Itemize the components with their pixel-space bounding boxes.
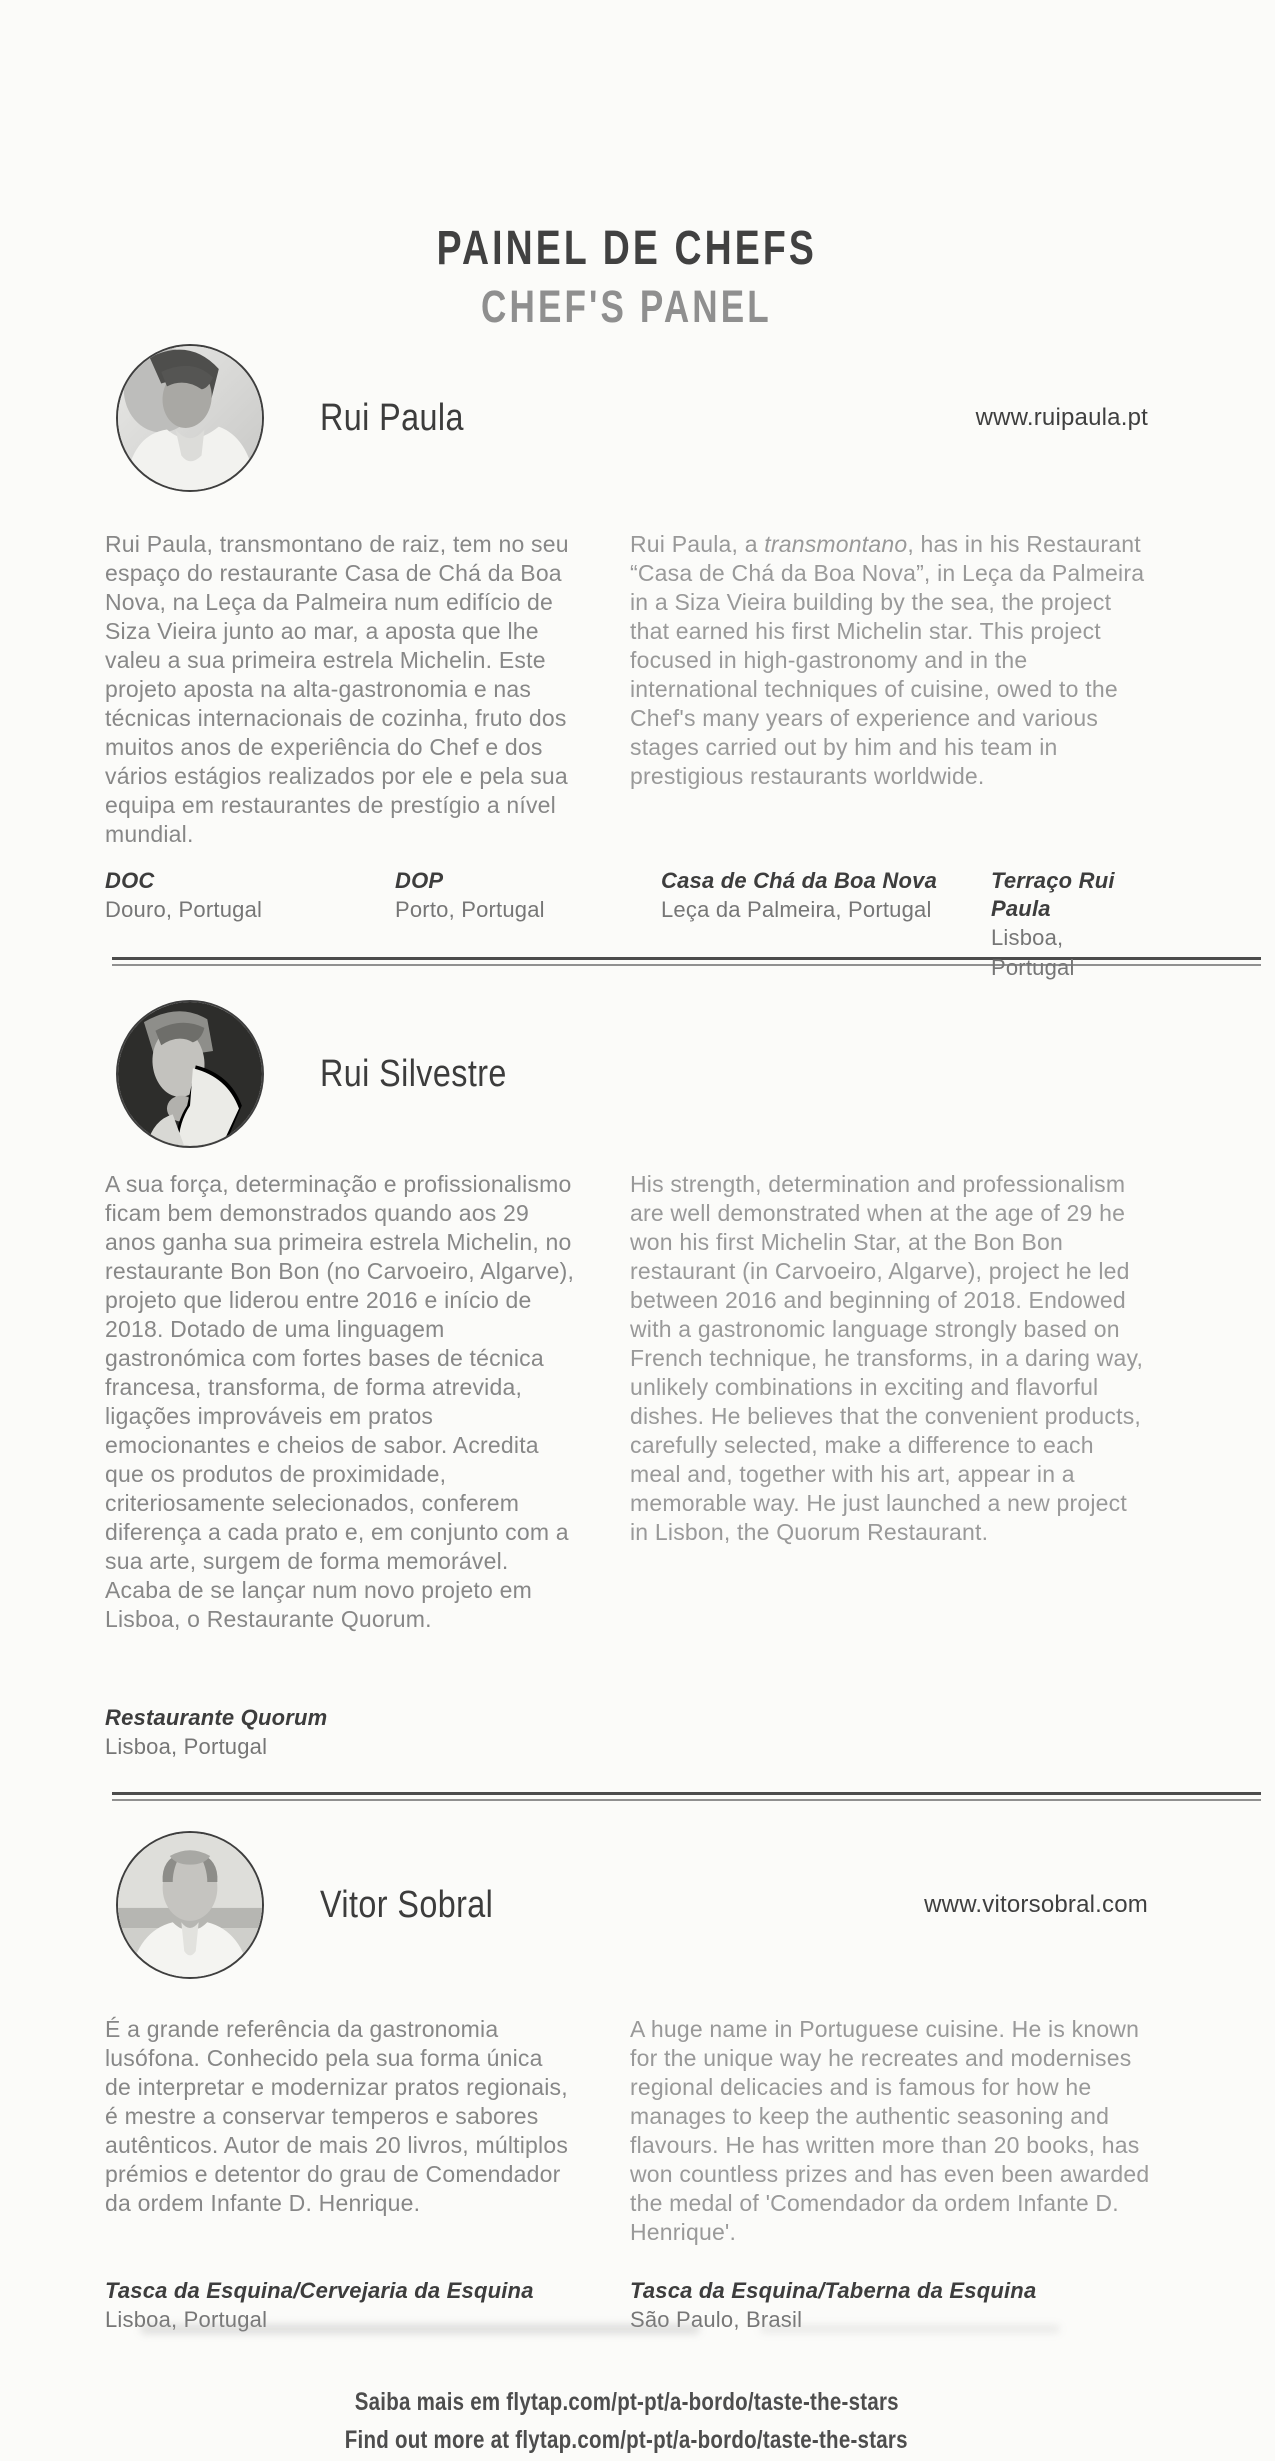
chef-website: www.ruipaula.pt xyxy=(975,404,1148,431)
chef-name: Vitor Sobral xyxy=(320,1883,494,1926)
bio-column-pt xyxy=(105,1170,575,1762)
restaurant-item xyxy=(395,867,545,925)
bio-columns xyxy=(105,1170,1148,1762)
footer-link-pt: Saiba mais em flytap.com/pt-pt/a-bordo/taste-the-stars xyxy=(354,2388,899,2416)
bio-text-pt: A sua força, determinação e profissionalismo ficam bem demonstrados quando aos 29 anos ganha sua primeira estrela Michelin, no restaurante Bon Bon (no Carvoeiro, Algarve), projeto que liderou entre 2016 e início de 2018. Dotado de uma linguagem gastronómica com fortes bases de técnica francesa, transforma, de forma atrevida, ligações improváveis em pratos emocionantes e cheios de sabor. Acredita que os produtos de proximidade, criteriosamente selecionados, conferem diferença a cada prato e, em conjunto com a sua arte, surgem de forma memorável. Acaba de se lançar num novo projeto em Lisboa, o Restaurante Quorum. xyxy=(105,1171,575,1632)
chef-name: Rui Paula xyxy=(320,396,464,439)
bio-text-en: A huge name in Portuguese cuisine. He is known for the unique way he recreates and modernises regional delicacies and is famous for how he manages to keep the authentic seasoning and flavours. He has written more than 20 books, has won countless prizes and has even been awarded the medal of 'Comendador da ordem Infante D. Henrique'. xyxy=(630,2016,1150,2245)
bio-text-pt: É a grande referência da gastronomia lusófona. Conhecido pela sua forma única de interpretar e modernizar pratos regionais, é mestre a conservar temperos e sabores autênticos. Autor de mais 20 livros, múltiplos prémios e detentor do grau de Comendador da ordem Infante D. Henrique. xyxy=(105,2016,569,2216)
bio-text-en: Rui Paula, a transmontano, has in his Restaurant “Casa de Chá da Boa Nova”, in Leça da Palmeira in a Siza Vieira building by the sea, the project that earned his first Michelin star. This project focused in high-gastronomy and in the international techniques of cuisine, owed to the Chef's many years of experience and various stages carried out by him and his team in prestigious restaurants worldwide. xyxy=(630,531,1145,789)
page-title-en: CHEF'S PANEL xyxy=(481,281,772,332)
chef-section-vitor-sobral xyxy=(105,1829,1148,2335)
chef-header xyxy=(105,342,1148,494)
restaurant-location: Lisboa, Portugal xyxy=(105,1734,268,1759)
restaurant-name: DOP xyxy=(395,868,444,893)
restaurant-list xyxy=(105,867,1148,980)
bio-column-pt xyxy=(105,530,575,849)
bio-column-pt xyxy=(105,2015,575,2335)
chef-section-rui-paula xyxy=(105,342,1148,980)
chef-header xyxy=(105,1829,1148,1981)
bio-column-en xyxy=(630,2015,1150,2335)
page-title-block xyxy=(105,0,1148,332)
restaurant-location: Porto, Portugal xyxy=(395,897,545,922)
page-title-pt: PAINEL DE CHEFS xyxy=(436,222,817,275)
restaurant-item xyxy=(630,2247,1150,2335)
footer-link-en: Find out more at flytap.com/pt-pt/a-bordo/taste-the-stars xyxy=(344,2426,908,2454)
chef-name: Rui Silvestre xyxy=(320,1052,507,1095)
bio-text-en: His strength, determination and professionalism are well demonstrated when at the age of 29 he won his first Michelin Star, at the Bon Bon restaurant (in Carvoeiro, Algarve), project he led between 2016 and beginning of 2018. Endowed with a gastronomic language strongly based on French technique, he transforms, in a daring way, unlikely combinations in exciting and flavorful dishes. He believes that the convenient products, carefully selected, make a difference to each meal and, together with his art, appear in a memorable way. He just launched a new project in Lisbon, the Quorum Restaurant. xyxy=(630,1171,1144,1545)
chef-section-rui-silvestre xyxy=(105,998,1148,1762)
chef-portrait-photo xyxy=(118,1002,262,1146)
avatar xyxy=(116,344,264,492)
restaurant-item xyxy=(991,867,1148,983)
restaurant-item xyxy=(661,867,937,925)
restaurant-item xyxy=(105,867,262,925)
chef-portrait-photo xyxy=(118,346,262,490)
restaurant-item xyxy=(105,1704,575,1762)
restaurant-name: Tasca da Esquina/Taberna da Esquina xyxy=(630,2278,1037,2303)
chef-portrait-photo xyxy=(118,1833,262,1977)
restaurant-name: Casa de Chá da Boa Nova xyxy=(661,868,938,893)
restaurant-location: Douro, Portugal xyxy=(105,897,263,922)
section-divider xyxy=(112,1792,1261,1801)
restaurant-location: São Paulo, Brasil xyxy=(630,2307,803,2332)
restaurant-name: Restaurante Quorum xyxy=(105,1705,328,1730)
bio-column-en xyxy=(630,1170,1150,1762)
restaurant-location: Leça da Palmeira, Portugal xyxy=(661,897,932,922)
restaurant-location: Lisboa, Portugal xyxy=(991,925,1075,980)
scan-artifact xyxy=(760,2325,1060,2333)
restaurant-location: Lisboa, Portugal xyxy=(105,2307,268,2332)
bio-columns xyxy=(105,2015,1148,2335)
chef-website: www.vitorsobral.com xyxy=(924,1891,1148,1918)
avatar xyxy=(116,1000,264,1148)
restaurant-item xyxy=(105,2247,575,2335)
bio-text-pt: Rui Paula, transmontano de raiz, tem no seu espaço do restaurante Casa de Chá da Boa Nova, na Leça da Palmeira num edifício de Siza Vieira junto ao mar, a aposta que lhe valeu a sua primeira estrela Michelin. Este projeto aposta na alta-gastronomia e nas técnicas internacionais de cozinha, fruto dos muitos anos de experiência do Chef e dos vários estágios realizados por ele e pela sua equipa em restaurantes de prestígio a nível mundial. xyxy=(105,531,569,847)
restaurant-name: Terraço Rui Paula xyxy=(991,868,1115,921)
restaurant-name: DOC xyxy=(105,868,155,893)
chef-header xyxy=(105,998,1148,1150)
avatar xyxy=(116,1831,264,1979)
footer xyxy=(105,2385,1148,2461)
scan-artifact xyxy=(140,2324,700,2334)
restaurant-name: Tasca da Esquina/Cervejaria da Esquina xyxy=(105,2278,534,2303)
bio-columns xyxy=(105,530,1148,849)
bio-column-en xyxy=(630,530,1150,849)
